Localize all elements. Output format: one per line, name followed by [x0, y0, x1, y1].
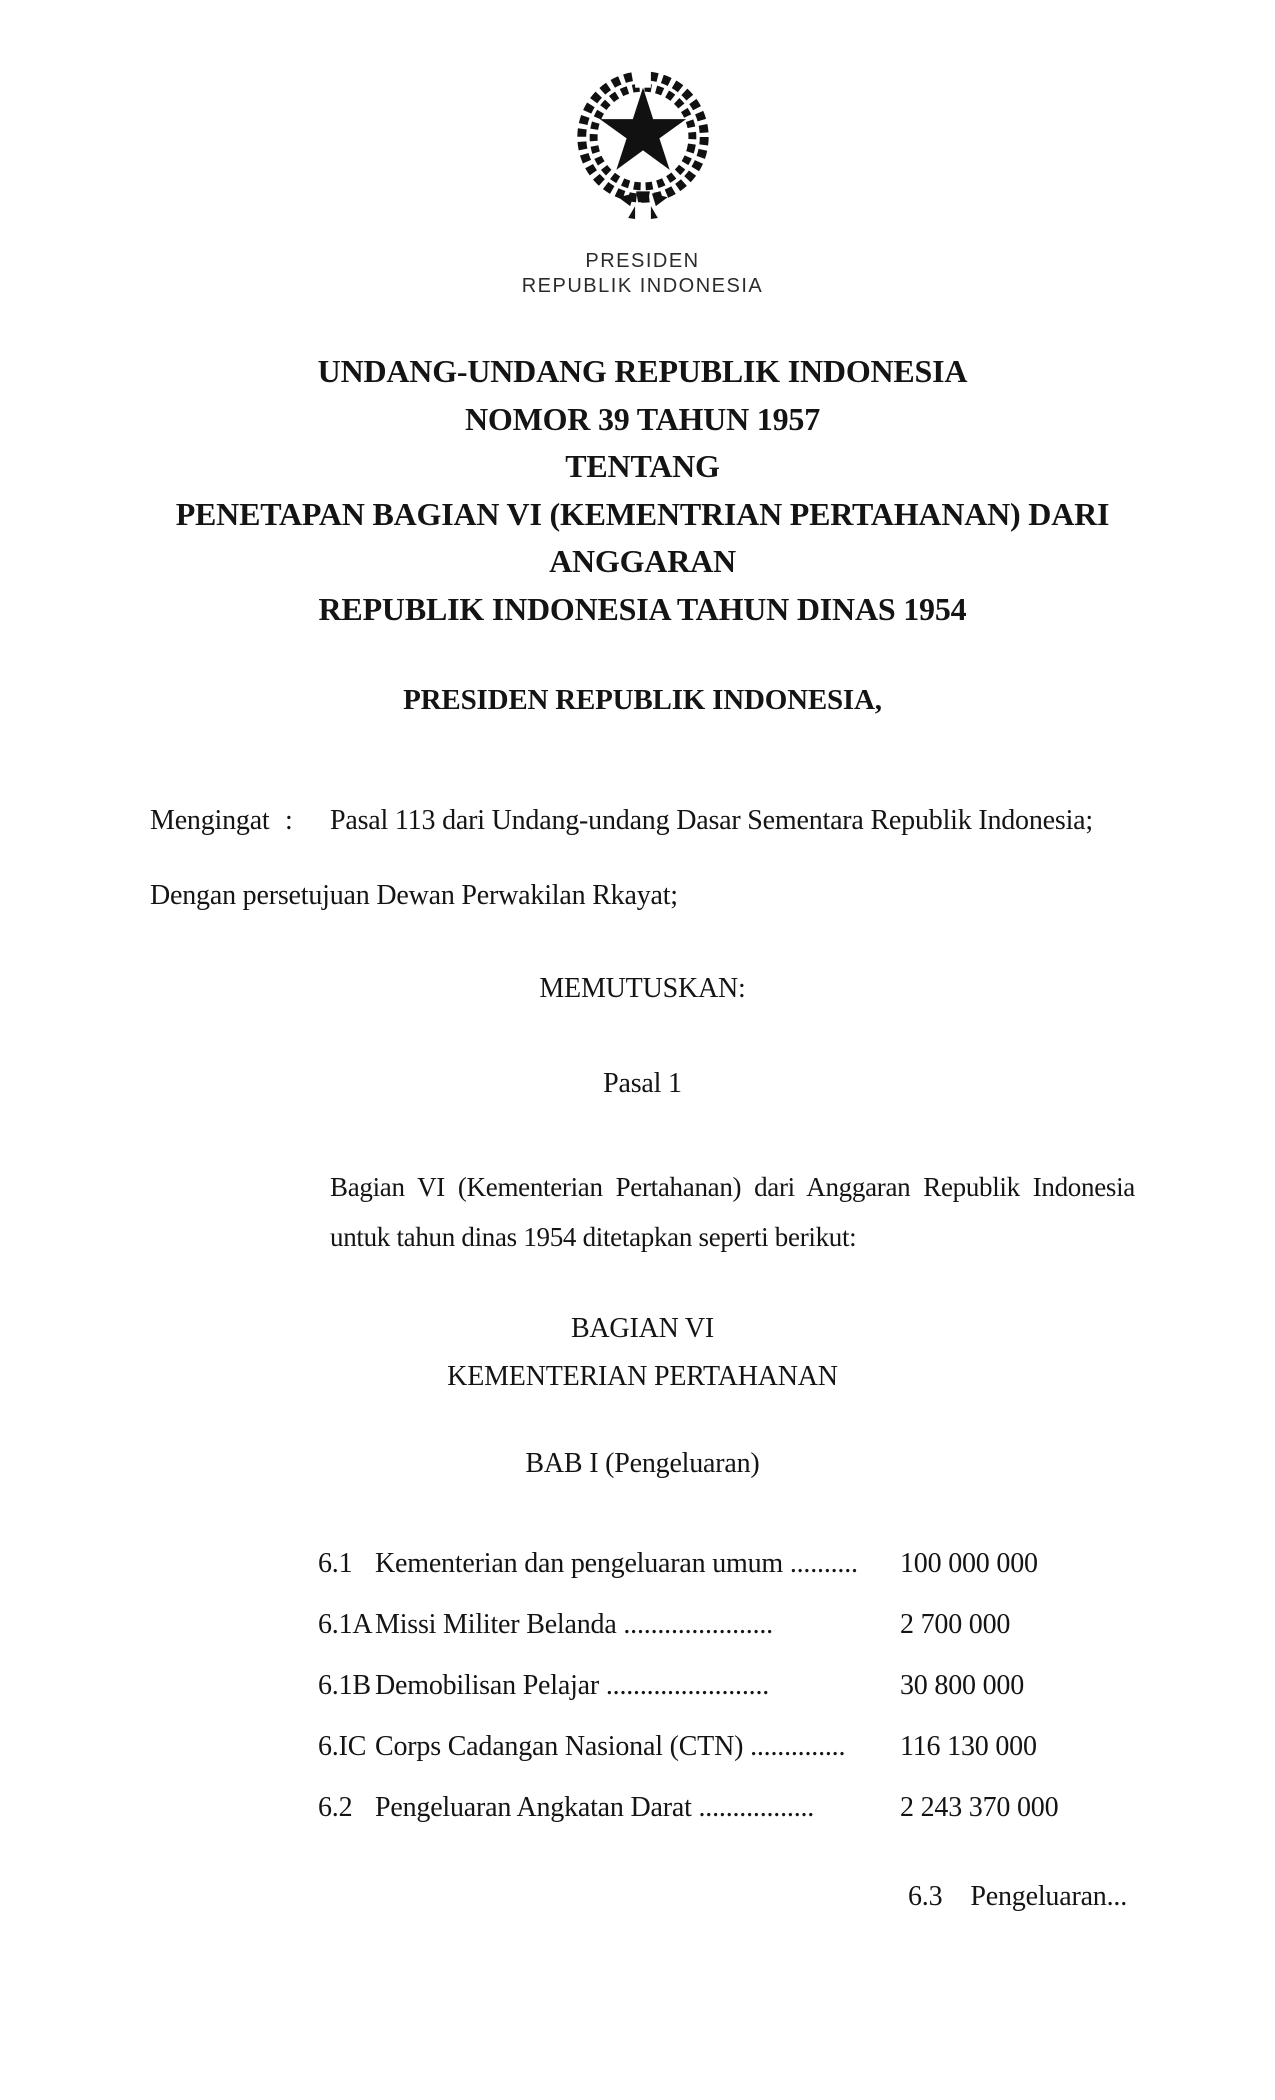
article-body-line-1: Bagian VI (Kementerian Pertahanan) dari Anggaran Republik Indonesia: [330, 1172, 1135, 1202]
dot-leader: ..........: [789, 1548, 858, 1579]
title-line-2: NOMOR 39 TAHUN 1957: [464, 400, 820, 437]
title-line-5: REPUBLIK INDONESIA TAHUN DINAS 1954: [318, 590, 967, 627]
presidential-seal-emblem: [564, 62, 722, 220]
article-body: [330, 1162, 1135, 1262]
budget-label: Pengeluaran Angkatan Darat: [375, 1792, 692, 1823]
budget-list: [318, 1547, 1135, 1825]
dot-leader: ........................: [605, 1670, 770, 1701]
budget-row: [318, 1791, 1135, 1825]
budget-label: Corps Cadangan Nasional (CTN): [375, 1731, 744, 1762]
budget-row: [318, 1730, 1135, 1764]
considering-text: Pasal 113 dari Undang-undang Dasar Sementara Republik Indonesia;: [330, 805, 1093, 836]
budget-code: 6.1A: [318, 1609, 373, 1640]
title-line-3: TENTANG: [565, 448, 720, 484]
budget-code: 6.2: [318, 1792, 353, 1823]
letterhead: [150, 249, 1135, 299]
catchword-text: Pengeluaran...: [970, 1881, 1127, 1912]
dot-leader: ..............: [750, 1731, 846, 1762]
letterhead-presiden: PRESIDEN: [585, 250, 700, 272]
section-heading-line-2: KEMENTERIAN PERTAHANAN: [447, 1360, 838, 1392]
budget-row: [318, 1669, 1135, 1703]
budget-amount: 2 243 370 000: [900, 1792, 1059, 1823]
letterhead-republik-indonesia: REPUBLIK INDONESIA: [521, 275, 764, 297]
budget-label: Missi Militer Belanda: [375, 1609, 617, 1640]
considering-clause: [150, 804, 1135, 838]
issuing-authority-line: PRESIDEN REPUBLIK INDONESIA,: [403, 684, 882, 716]
considering-colon: :: [285, 805, 293, 836]
catchword-code: 6.3: [908, 1881, 943, 1912]
dot-leader: ......................: [623, 1609, 773, 1640]
title-line-1: UNDANG-UNDANG REPUBLIK INDONESIA: [317, 353, 968, 389]
agreement-clause: Dengan persetujuan Dewan Perwakilan Rkayat;: [150, 880, 678, 911]
ribbon-bow-icon: [618, 191, 667, 219]
budget-label: Kementerian dan pengeluaran umum: [375, 1548, 783, 1579]
chapter-heading: BAB I (Pengeluaran): [525, 1448, 760, 1479]
section-heading-line-1: BAGIAN VI: [570, 1313, 715, 1344]
budget-amount: 30 800 000: [900, 1670, 1025, 1701]
budget-amount: 2 700 000: [900, 1609, 1011, 1640]
article-heading: Pasal 1: [603, 1068, 682, 1099]
considering-label: Mengingat: [150, 805, 270, 836]
article-body-line-2: untuk tahun dinas 1954 ditetapkan seperti berikut:: [330, 1222, 857, 1252]
budget-code: 6.1: [318, 1548, 353, 1579]
dot-leader: .................: [698, 1792, 815, 1823]
page-catchword: [908, 1880, 1135, 1914]
presidential-seal-icon: [564, 62, 722, 220]
budget-label: Demobilisan Pelajar: [375, 1670, 600, 1701]
budget-row: [318, 1608, 1135, 1642]
budget-code: 6.1B: [318, 1670, 371, 1701]
budget-code: 6.IC: [318, 1731, 367, 1762]
title-line-4: PENETAPAN BAGIAN VI (KEMENTRIAN PERTAHANAN) DARI ANGGARAN: [175, 495, 1110, 579]
budget-amount: 116 130 000: [900, 1731, 1037, 1762]
budget-amount: 100 000 000: [900, 1548, 1038, 1579]
section-heading: [150, 1305, 1135, 1400]
budget-row: [318, 1547, 1135, 1581]
decision-heading: MEMUTUSKAN:: [539, 973, 746, 1004]
document-title: [150, 348, 1135, 633]
